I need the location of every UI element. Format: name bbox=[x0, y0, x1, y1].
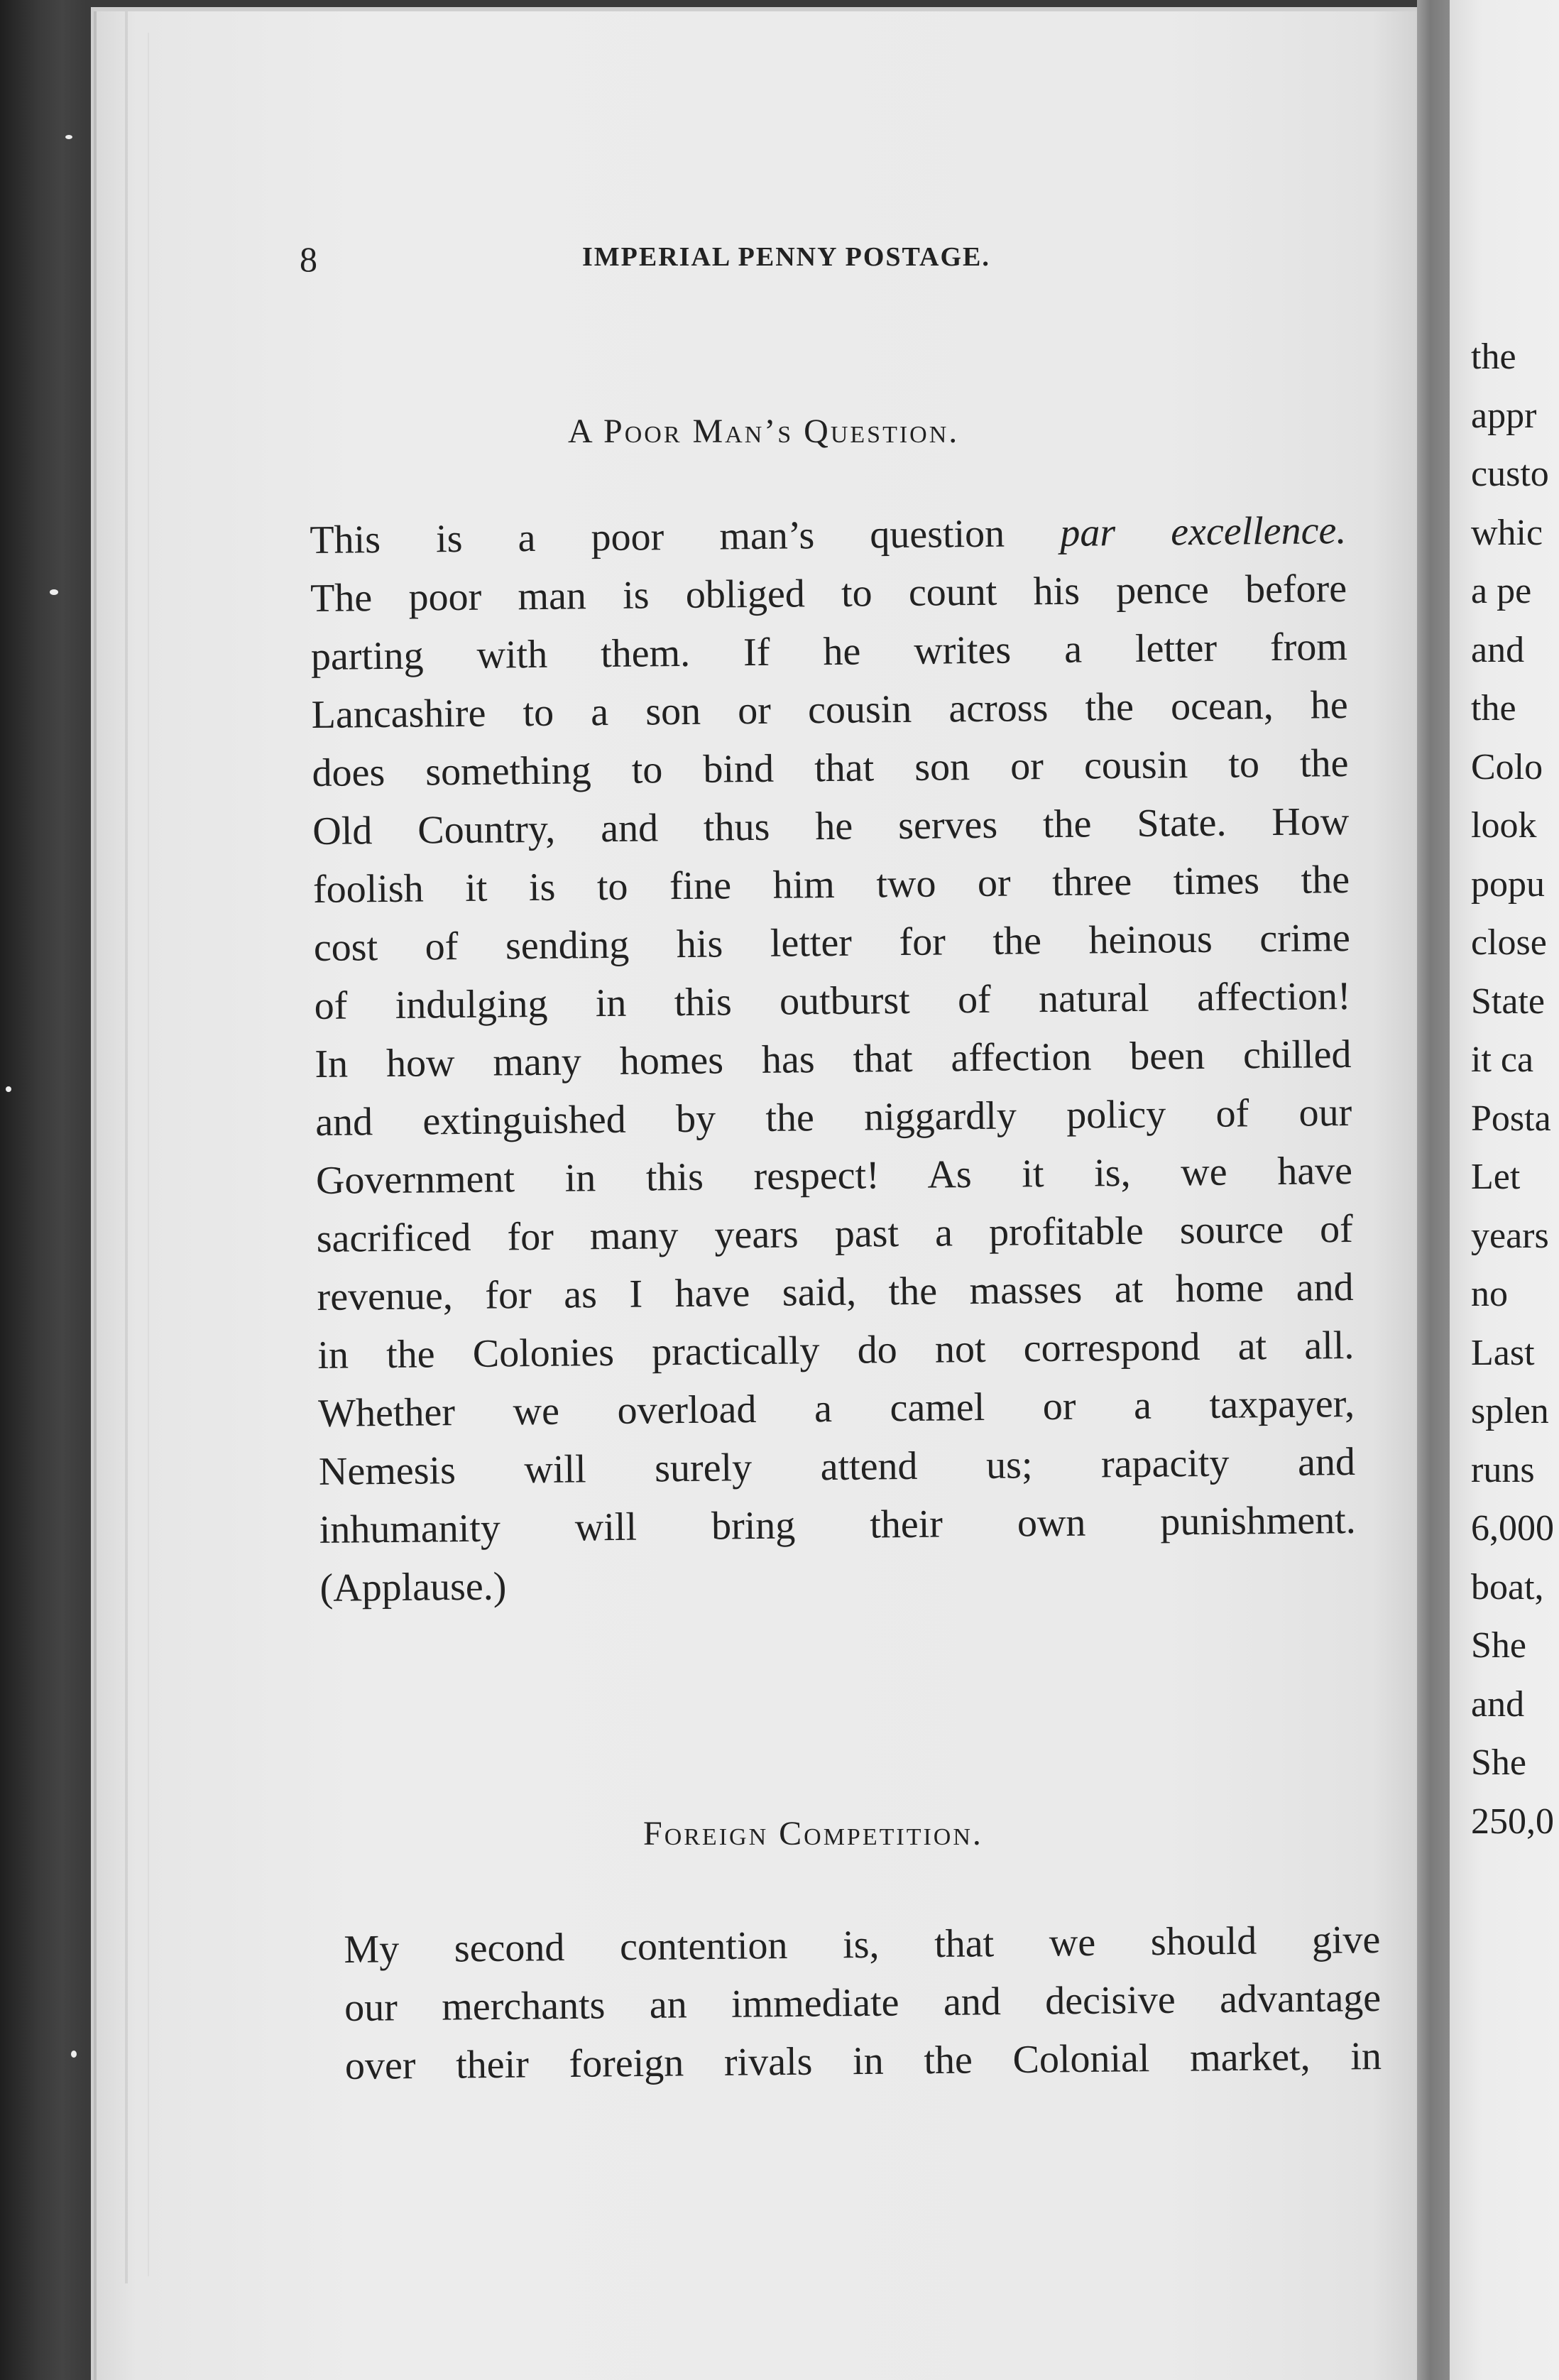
facing-line: custo bbox=[1471, 454, 1549, 494]
running-head: IMPERIAL PENNY POSTAGE. bbox=[582, 242, 990, 272]
page-number: 8 bbox=[300, 239, 317, 279]
facing-line: the bbox=[1471, 337, 1516, 377]
text-line: The poor man is obliged to count his pence before bbox=[310, 566, 1347, 621]
text-line: over their foreign rivals in the Colonial market, in bbox=[344, 2034, 1382, 2088]
paragraph-poor-mans-question bbox=[310, 501, 1357, 1617]
facing-line: appr bbox=[1471, 395, 1537, 436]
paragraph-foreign-competition bbox=[344, 1911, 1382, 2095]
text-line: (Applause.) bbox=[319, 1564, 507, 1610]
text-line: our merchants an immediate and decisive advantage bbox=[344, 1975, 1382, 2030]
facing-line: runs bbox=[1471, 1449, 1535, 1490]
dust-speck bbox=[71, 2051, 77, 2058]
facing-line: Last bbox=[1471, 1332, 1535, 1373]
text-line: Lancashire to a son or cousin across the ocean, he bbox=[311, 682, 1348, 737]
text-line: In how many homes has that affection been chilled bbox=[314, 1032, 1352, 1086]
facing-line: a pe bbox=[1471, 571, 1532, 611]
text-line: foolish it is to fine him two or three times the bbox=[312, 857, 1350, 912]
text-line: cost of sending his letter for the heinous crime bbox=[313, 915, 1351, 970]
facing-page-text bbox=[1471, 328, 1554, 1851]
facing-line: and bbox=[1471, 629, 1525, 670]
facing-line: Colo bbox=[1471, 746, 1543, 787]
facing-line: State bbox=[1471, 981, 1545, 1022]
dust-speck bbox=[65, 135, 72, 139]
facing-line: look bbox=[1471, 805, 1537, 846]
facing-line: the bbox=[1471, 688, 1516, 728]
facing-line: years bbox=[1471, 1215, 1549, 1256]
book-gutter bbox=[1417, 0, 1450, 2380]
facing-line: it ca bbox=[1471, 1039, 1534, 1080]
facing-line: boat, bbox=[1471, 1566, 1544, 1607]
facing-line: Posta bbox=[1471, 1098, 1551, 1139]
text-line: My second contention is, that we should give bbox=[344, 1917, 1381, 1972]
text-line: inhumanity will bring their own punishment. bbox=[319, 1497, 1357, 1552]
text-line: sacrificed for many years past a profitable source of bbox=[316, 1206, 1354, 1261]
section-heading-poor-mans-question: A Poor Man’s Question. bbox=[568, 413, 960, 450]
facing-line: splen bbox=[1471, 1391, 1549, 1431]
facing-line: She bbox=[1471, 1742, 1526, 1783]
facing-line: She bbox=[1471, 1625, 1526, 1666]
facing-line: Let bbox=[1471, 1157, 1521, 1197]
text-line: does something to bind that son or cousin to the bbox=[312, 741, 1349, 795]
facing-line: 6,000 bbox=[1471, 1508, 1554, 1549]
text-line: in the Colonies practically do not correspond at all. bbox=[317, 1323, 1355, 1377]
facing-line: close bbox=[1471, 922, 1547, 963]
text-line: parting with them. If he writes a letter from bbox=[310, 624, 1348, 679]
dust-speck bbox=[6, 1086, 11, 1092]
text-line: Nemesis will surely attend us; rapacity and bbox=[318, 1439, 1356, 1494]
facing-line: no bbox=[1471, 1274, 1508, 1314]
facing-line: and bbox=[1471, 1683, 1525, 1725]
facing-line: popu bbox=[1471, 863, 1545, 905]
section-heading-foreign-competition: Foreign Competition. bbox=[643, 1815, 983, 1852]
text-line: This is a poor man’s question par excellence. bbox=[310, 508, 1347, 562]
text-line: revenue, for as I have said, the masses at home and bbox=[317, 1265, 1354, 1319]
text-line: of indulging in this outburst of natural affection! bbox=[314, 973, 1351, 1028]
dust-speck bbox=[50, 589, 58, 595]
text-line: Whether we overload a camel or a taxpayer, bbox=[317, 1381, 1355, 1436]
text-line: and extinguished by the niggardly policy of our bbox=[314, 1090, 1352, 1145]
facing-line: whic bbox=[1471, 512, 1543, 553]
text-line: Old Country, and thus he serves the State. How bbox=[312, 799, 1350, 853]
facing-line: 250,0 bbox=[1471, 1801, 1554, 1842]
text-line: Government in this respect! As it is, we have bbox=[315, 1148, 1353, 1203]
